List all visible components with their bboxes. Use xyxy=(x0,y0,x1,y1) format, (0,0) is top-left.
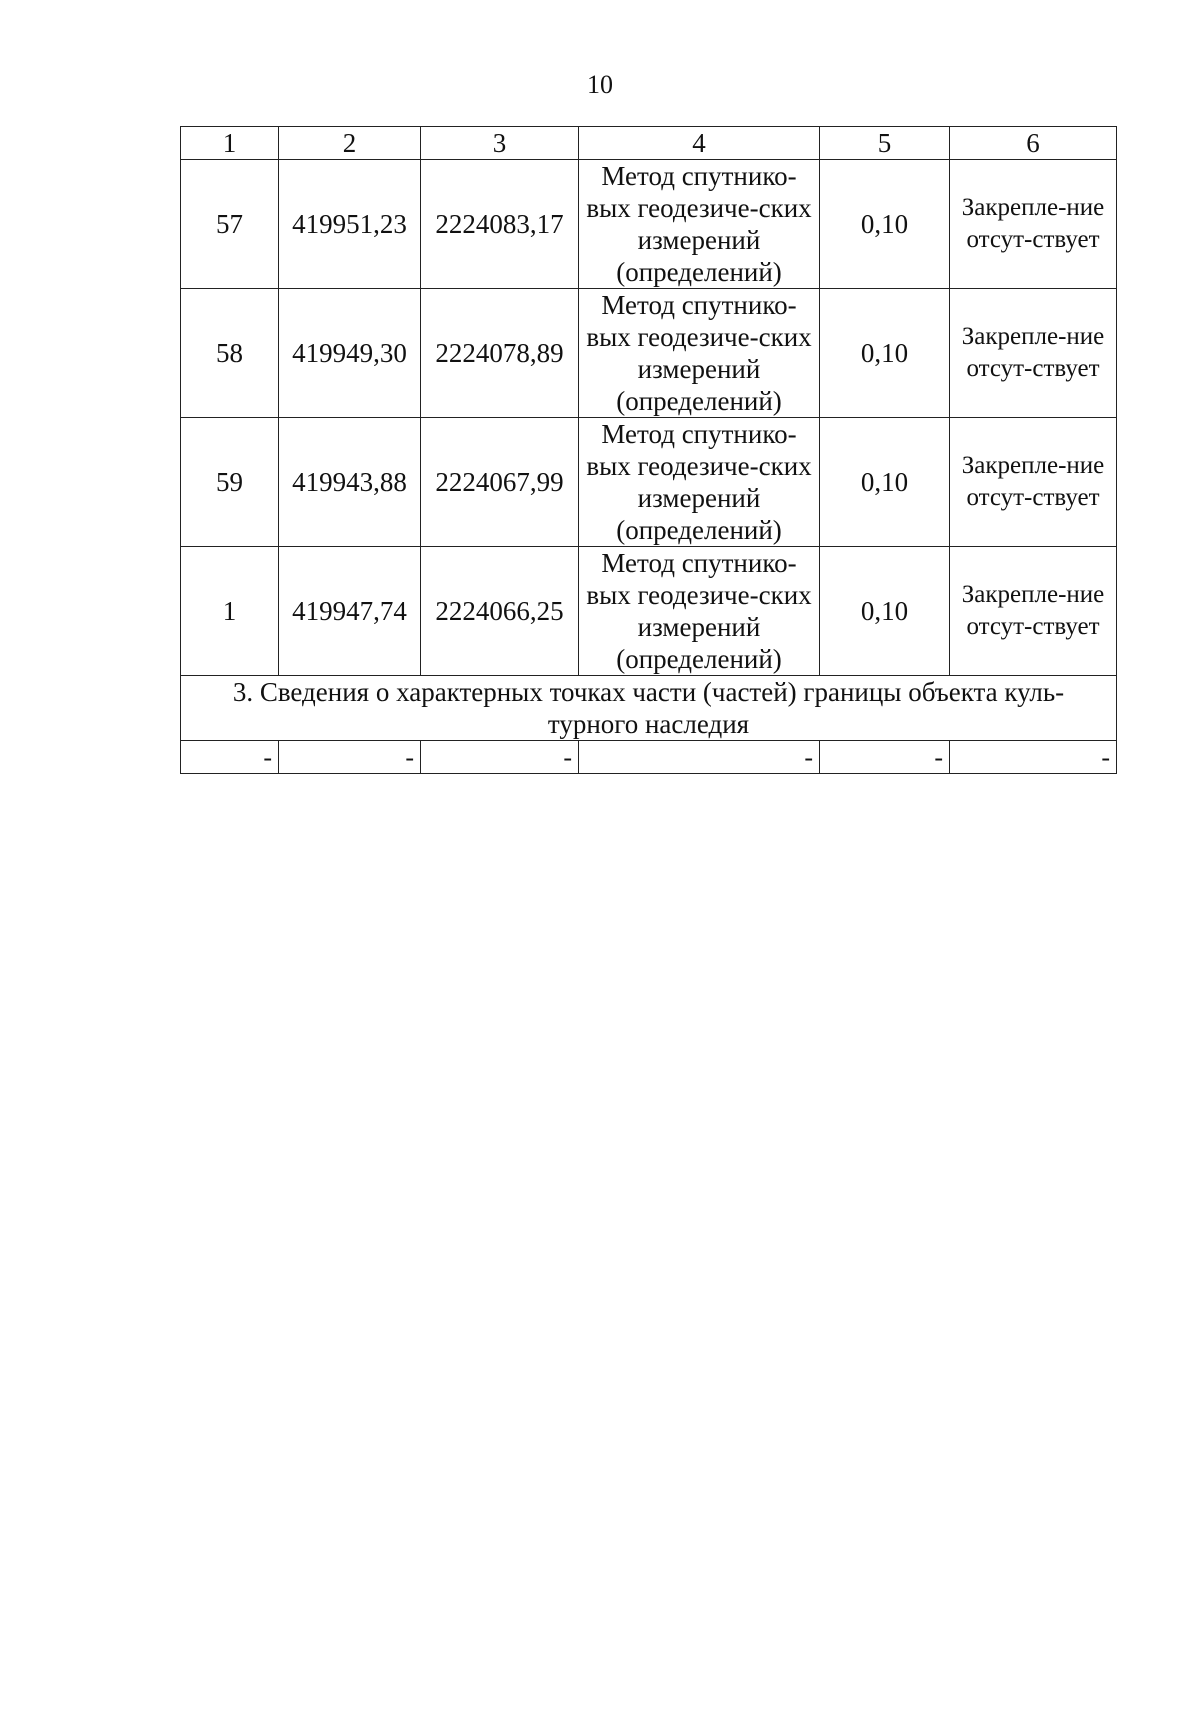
empty-cell: - xyxy=(181,741,279,774)
table-row xyxy=(181,160,1117,289)
fixing-description: Закрепле-ние отсут-ствует xyxy=(950,547,1117,676)
empty-cell: - xyxy=(279,741,421,774)
point-number: 1 xyxy=(181,547,279,676)
column-number-row xyxy=(181,127,1117,160)
point-number: 59 xyxy=(181,418,279,547)
accuracy-value: 0,10 xyxy=(820,289,950,418)
determination-method: Метод спутнико-вых геодезиче-ских измерений (определений) xyxy=(579,418,820,547)
point-number: 57 xyxy=(181,160,279,289)
coordinate-x: 419943,88 xyxy=(279,418,421,547)
coordinate-x: 419951,23 xyxy=(279,160,421,289)
empty-cell: - xyxy=(820,741,950,774)
fixing-description: Закрепле-ние отсут-ствует xyxy=(950,289,1117,418)
column-number: 1 xyxy=(181,127,279,160)
coordinate-x: 419947,74 xyxy=(279,547,421,676)
determination-method: Метод спутнико-вых геодезиче-ских измерений (определений) xyxy=(579,160,820,289)
fixing-description: Закрепле-ние отсут-ствует xyxy=(950,418,1117,547)
coordinate-y: 2224067,99 xyxy=(421,418,579,547)
section-heading-row xyxy=(181,676,1117,741)
fixing-description: Закрепле-ние отсут-ствует xyxy=(950,160,1117,289)
determination-method: Метод спутнико-вых геодезиче-ских измерений (определений) xyxy=(579,289,820,418)
section-3-title: 3. Сведения о характерных точках части (частей) границы объекта куль-турного наследия xyxy=(181,676,1117,741)
coordinates-table xyxy=(180,126,1117,774)
table-row xyxy=(181,547,1117,676)
column-number: 2 xyxy=(279,127,421,160)
table-row xyxy=(181,289,1117,418)
page-number: 10 xyxy=(587,70,613,99)
coordinate-y: 2224083,17 xyxy=(421,160,579,289)
determination-method: Метод спутнико-вых геодезиче-ских измерений (определений) xyxy=(579,547,820,676)
column-number: 5 xyxy=(820,127,950,160)
column-number: 6 xyxy=(950,127,1117,160)
empty-data-row xyxy=(181,741,1117,774)
accuracy-value: 0,10 xyxy=(820,160,950,289)
empty-cell: - xyxy=(421,741,579,774)
accuracy-value: 0,10 xyxy=(820,418,950,547)
accuracy-value: 0,10 xyxy=(820,547,950,676)
column-number: 3 xyxy=(421,127,579,160)
empty-cell: - xyxy=(950,741,1117,774)
point-number: 58 xyxy=(181,289,279,418)
coordinate-y: 2224078,89 xyxy=(421,289,579,418)
empty-cell: - xyxy=(579,741,820,774)
coordinate-x: 419949,30 xyxy=(279,289,421,418)
column-number: 4 xyxy=(579,127,820,160)
table-row xyxy=(181,418,1117,547)
coordinate-y: 2224066,25 xyxy=(421,547,579,676)
